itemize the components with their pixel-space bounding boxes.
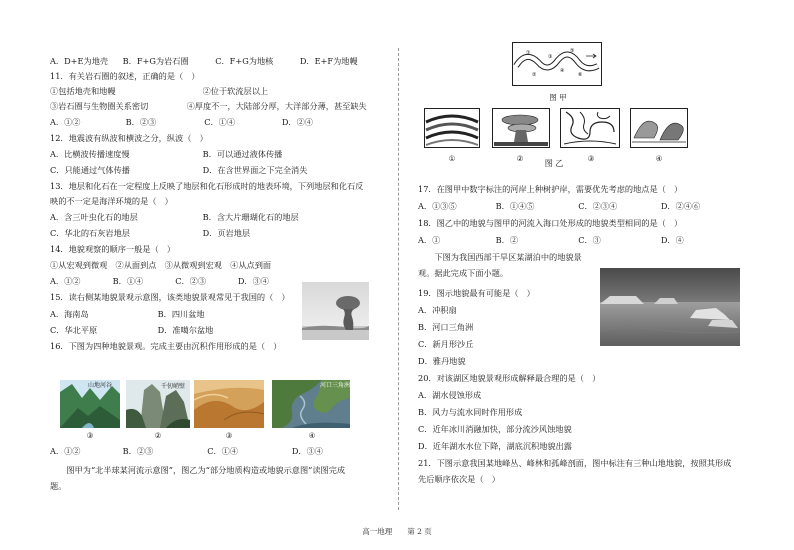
figure-yi-num-1: ①	[448, 154, 456, 163]
q16-stem: 16．下图为四种地貌景观。完成主要由沉积作用形成的是（ ）	[50, 341, 282, 351]
figure-yi-num-3: ③	[587, 154, 595, 163]
q19-option-a: A．冲积扇	[418, 305, 457, 315]
svg-text:①: ①	[526, 50, 531, 56]
q15-options-cd	[50, 325, 213, 335]
q20-option-d: D．近年湖水水位下降，湖底沉积地貌出露	[418, 441, 572, 451]
column-divider	[398, 48, 399, 510]
figure-yi-caption: 图 乙	[544, 159, 564, 168]
q17-option-c: C．②③④	[578, 201, 618, 211]
q18-options	[418, 235, 684, 245]
q11-statements-1	[50, 86, 268, 96]
q21-stem-line2: 先后顺序依次是（ ）	[418, 474, 500, 484]
q15-option-c: C．华北平原	[50, 325, 98, 335]
q11-s4: ④厚度不一，大陆部分厚，大洋部分薄，甚至缺失	[186, 101, 367, 111]
q10-options	[50, 56, 358, 66]
photo3-number: ③	[225, 431, 233, 440]
q15-option-a: A．海南岛	[50, 309, 89, 319]
intro-19-20-line2: 观。据此完成下面小题。	[418, 268, 509, 278]
q16-option-a: A．①②	[50, 446, 81, 456]
q10-option-c: C．F+G为地核	[215, 56, 274, 66]
q14-options	[50, 276, 269, 286]
q13-options-cd	[50, 228, 250, 238]
q16-options	[50, 446, 323, 456]
q12-option-c: C．只能通过气体传播	[50, 165, 130, 175]
q13-option-b: B．含大片珊瑚化石的地层	[202, 212, 299, 222]
q18-option-d: D．④	[660, 235, 684, 245]
svg-text:②: ②	[532, 72, 537, 78]
intro-17-18-line2: 题。	[50, 481, 67, 491]
intro-19-20-line1: 下图为我国西部干旱区某湖泊中的地貌景	[418, 252, 582, 262]
delta-landform-diagram	[560, 108, 620, 148]
photo2-number: ②	[154, 431, 162, 440]
q16-option-c: C．①④	[207, 446, 239, 456]
q12-option-b: B．可以通过液体传播	[202, 149, 283, 159]
q17-option-b: B．①④⑤	[495, 201, 535, 211]
q17-option-d: D．②④⑥	[660, 201, 701, 211]
mushroom-landform-diagram	[492, 108, 550, 148]
svg-text:④: ④	[560, 68, 565, 74]
q19-option-b: B．河口三角洲	[418, 322, 474, 332]
page-footer: 高一地理 第 2 页	[362, 527, 432, 536]
q11-option-a: A．①②	[50, 117, 81, 127]
svg-text:⑥: ⑥	[578, 72, 583, 78]
figure-yi-num-4: ④	[655, 154, 663, 163]
q14-stem: 14．地貌观察的顺序一般是（ ）	[50, 244, 176, 254]
q12-options-ab	[50, 149, 282, 159]
q16-option-b: B．②③	[122, 446, 154, 456]
q12-stem: 12．地震波有纵波和横波之分，纵波（ ）	[50, 133, 208, 143]
photo4-number: ④	[308, 431, 316, 440]
q15-stem: 15．读右侧某地貌景观示意图，该类地貌景观常见于我国的（ ）	[50, 292, 290, 302]
q12-option-d: D．在含世界面之下完全消失	[202, 165, 308, 175]
q11-option-d: D．②④	[281, 117, 313, 127]
lake-yardang-photo	[600, 268, 740, 346]
q15-options-ab	[50, 309, 205, 319]
dune-landform-diagram	[630, 108, 688, 148]
q13-option-c: C．华北的石灰岩地层	[50, 228, 130, 238]
q11-option-c: C．①④	[204, 117, 236, 127]
q14-option-c: C．②③	[175, 276, 207, 286]
q17-options	[418, 201, 700, 211]
q21-stem-line1: 21．下图示意我国某地峰丛、峰林和孤峰剖面，图中标注有三种山地地貌，按照其形成	[418, 458, 732, 468]
q10-option-d: D．E+F为地幔	[299, 56, 358, 66]
q13-stem-line1: 13．地层和化石在一定程度上反映了地层和化石形成时的地表环境，下列地层和化石反	[50, 181, 364, 191]
q14-option-d: D．③④	[237, 276, 269, 286]
q13-option-d: D．页岩地层	[202, 228, 251, 238]
q19-option-d: D．雅丹地貌	[418, 356, 466, 366]
q11-stem: 11．有关岩石圈的叙述，正确的是（ ）	[50, 71, 200, 81]
q14-option-a: A．①②	[50, 276, 81, 286]
q11-s1: ①包括地壳和地幔	[50, 86, 116, 96]
q15-option-b: B．四川盆地	[157, 309, 205, 319]
q11-s3: ③岩石圈与生物圈关系密切	[50, 101, 149, 111]
q20-option-a: A．湖水侵蚀形成	[418, 390, 482, 400]
q18-stem: 18．图乙中的地貌与图甲的河流入海口处形成的地貌类型相同的是（ ）	[418, 218, 683, 228]
q12-option-a: A．比横波传播速度慢	[50, 149, 130, 159]
q19-option-c: C．新月形沙丘	[418, 339, 474, 349]
q12-options-cd	[50, 165, 307, 175]
q20-option-b: B．风力与流水同时作用形成	[418, 407, 523, 417]
q15-option-d: D．准噶尔盆地	[157, 325, 214, 335]
fold-structure-diagram	[424, 108, 480, 148]
q10-option-a: A．D+E为地壳	[50, 56, 109, 66]
svg-text:⑤: ⑤	[570, 48, 575, 54]
q17-stem: 17．在图甲中数字标注的河岸上种树护岸，需要优先考虑的地点是（ ）	[418, 184, 683, 194]
q13-options-ab	[50, 212, 299, 222]
q18-option-b: B．②	[495, 235, 519, 245]
figure-jia-caption: 图 甲	[549, 93, 567, 102]
mushroom-rock-photo	[302, 282, 369, 340]
photo1-label: 山地河谷	[87, 382, 112, 389]
q14-option-b: B．①④	[112, 276, 144, 286]
river-meander-diagram	[512, 42, 602, 86]
photo2-label: 千仞峭壁	[160, 383, 185, 390]
q13-stem-line2: 映的不一定是海洋环境的是（ ）	[50, 196, 173, 206]
q11-option-b: B．②③	[125, 117, 157, 127]
q20-option-c: C．近年冰川消融加快，部分流沙风蚀地貌	[418, 424, 572, 434]
photo1-number: ③	[86, 431, 94, 440]
q20-stem: 20．对该湖区地貌景观形成解释最合理的是（ ）	[418, 373, 601, 383]
q13-option-a: A．含三叶虫化石的地层	[50, 212, 138, 222]
q11-s2: ②位于软流层以上	[202, 86, 269, 96]
q18-option-c: C．③	[578, 235, 601, 245]
sand-dune-photo	[194, 380, 264, 428]
q17-option-a: A．①③⑤	[418, 201, 457, 211]
q11-options	[50, 117, 313, 127]
q16-option-d: D．③④	[291, 446, 323, 456]
q10-option-b: B．F+G为岩石圈	[122, 56, 189, 66]
q11-statements-2	[50, 101, 367, 111]
photo4-label: 河口三角洲	[319, 382, 350, 389]
svg-text:③: ③	[548, 54, 553, 60]
figure-yi-num-2: ②	[516, 154, 524, 163]
intro-17-18-line1: 图甲为“北半球某河流示意图”，图乙为“部分地质构造或地貌示意图”读图完成	[50, 465, 346, 475]
q19-stem: 19．图示地貌最有可能是（ ）	[418, 288, 535, 298]
q14-statements: ①从宏观到微观 ②从面到点 ③从微观到宏观 ④从点到面	[50, 260, 272, 270]
q18-option-a: A．①	[418, 235, 441, 245]
